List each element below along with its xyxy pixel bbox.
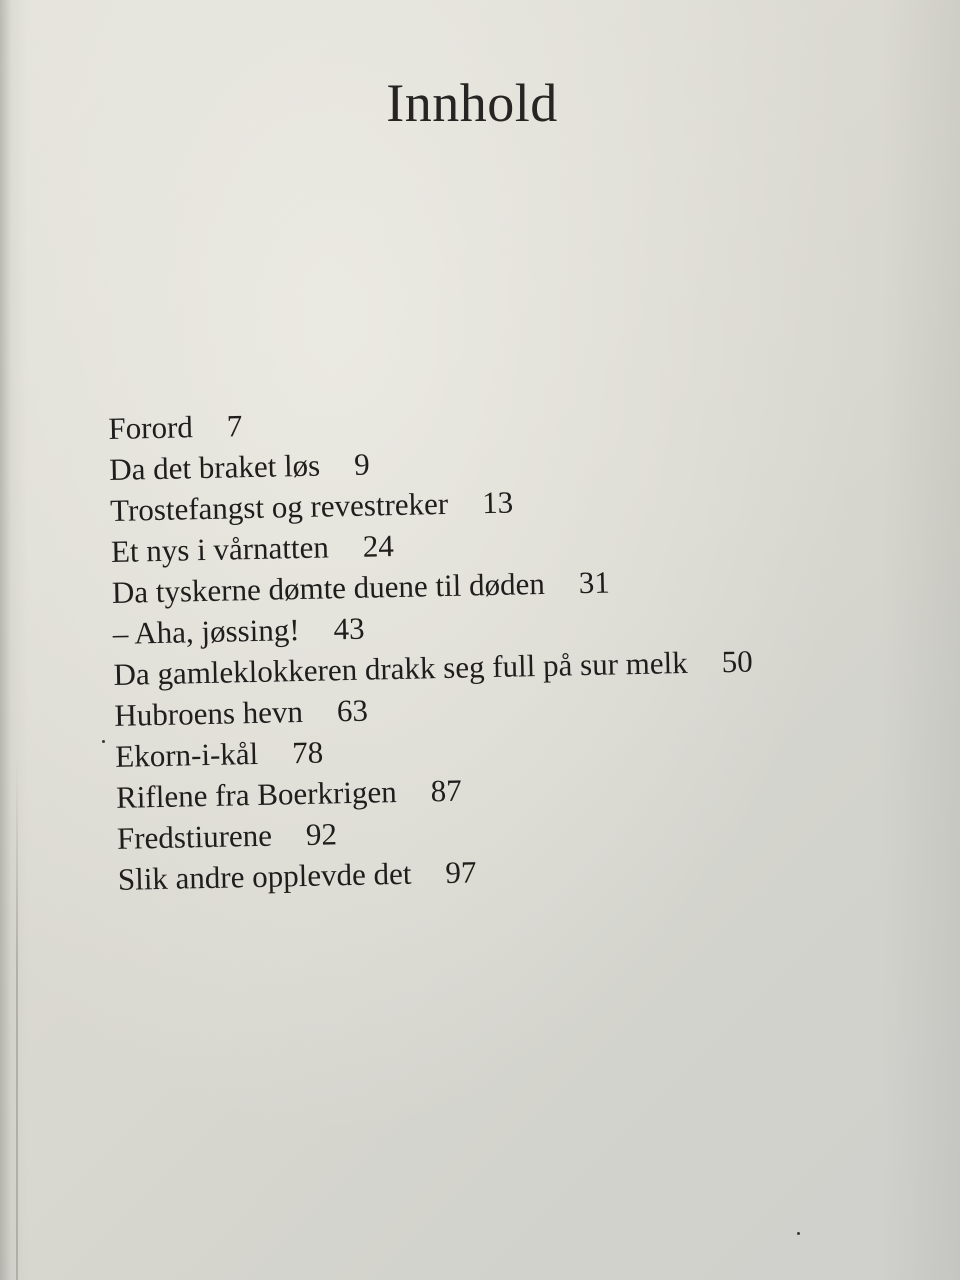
- toc-chapter-title: Da gamleklokkeren drakk seg full på sur melk: [113, 644, 689, 692]
- page-title: Innhold: [386, 73, 558, 133]
- toc-page-number: 97: [444, 854, 477, 891]
- toc-chapter-title: Slik andre opplevde det: [117, 855, 412, 897]
- toc-chapter-title: Trostefangst og revestreker: [109, 485, 449, 528]
- toc-page-number: 24: [362, 528, 395, 564]
- toc-chapter-title: Hubroens hevn: [114, 693, 304, 733]
- ink-speck: [102, 740, 105, 743]
- toc-chapter-title: Da tyskerne dømte duene til døden: [111, 565, 546, 610]
- toc-chapter-title: – Aha, jøssing!: [112, 612, 300, 651]
- toc-page-number: 43: [333, 610, 365, 647]
- toc-page-number: 13: [481, 484, 514, 521]
- toc-page-number: 78: [291, 734, 324, 771]
- toc-chapter-title: Fredstiurene: [116, 817, 273, 856]
- spine-edge: [16, 760, 18, 1280]
- toc-page-number: 92: [305, 816, 338, 852]
- toc-page-number: 7: [226, 408, 243, 444]
- toc-chapter-title: Ekorn-i-kål: [114, 735, 259, 774]
- toc-chapter-title: Da det braket løs: [108, 447, 321, 487]
- toc-page-number: 9: [353, 446, 371, 482]
- toc-chapter-title: Forord: [108, 409, 194, 446]
- spine-shadow: [0, 0, 28, 1280]
- toc-page-number: 87: [430, 772, 463, 809]
- toc-chapter-title: Riflene fra Boerkrigen: [115, 774, 398, 815]
- table-of-contents: [108, 391, 918, 900]
- ink-speck: [797, 1232, 800, 1235]
- toc-chapter-title: Et nys i vårnatten: [110, 529, 330, 569]
- toc-page-number: 50: [721, 643, 753, 680]
- toc-page-number: 31: [578, 564, 611, 601]
- toc-page-number: 63: [336, 692, 369, 729]
